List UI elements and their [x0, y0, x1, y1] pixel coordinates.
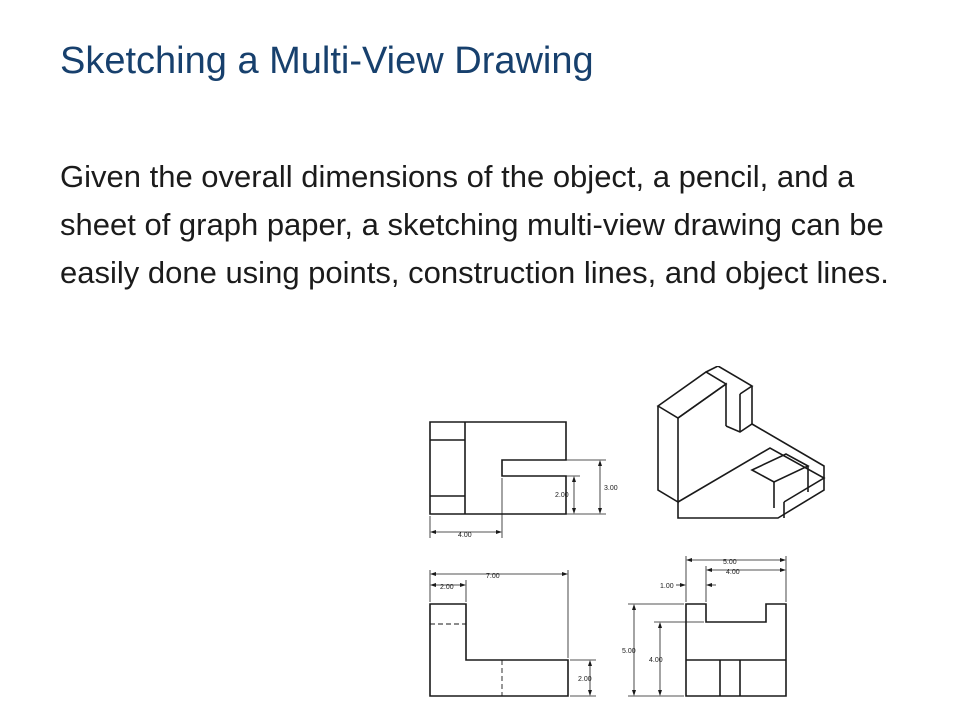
- dim-top-slot: 2.00: [555, 492, 569, 499]
- top-view: [430, 422, 618, 539]
- multi-view-drawing-figure: [400, 366, 860, 720]
- dim-side-notch: 1.00: [660, 583, 674, 590]
- slide-body-text: Given the overall dimensions of the object, a pencil, and a sheet of graph paper, a sketching multi-view drawing can be easily done using points, construction lines, and object lines.: [60, 159, 889, 290]
- front-view: [430, 570, 596, 696]
- dim-side-height: 5.00: [622, 648, 636, 655]
- dim-front-left: 2.00: [440, 584, 454, 591]
- dim-side-inner-height: 4.00: [649, 657, 663, 664]
- dim-top-width: 4.00: [458, 532, 472, 539]
- dim-side-width: 5.00: [723, 559, 737, 566]
- multi-view-drawing: [400, 366, 860, 720]
- dim-front-width: 7.00: [486, 573, 500, 580]
- dim-front-base: 2.00: [578, 676, 592, 683]
- dim-top-depth: 3.00: [604, 485, 618, 492]
- side-view: [622, 556, 786, 696]
- dim-side-inner-width: 4.00: [726, 569, 740, 576]
- isometric-view: [658, 366, 824, 518]
- slide-title: Sketching a Multi-View Drawing: [60, 40, 594, 82]
